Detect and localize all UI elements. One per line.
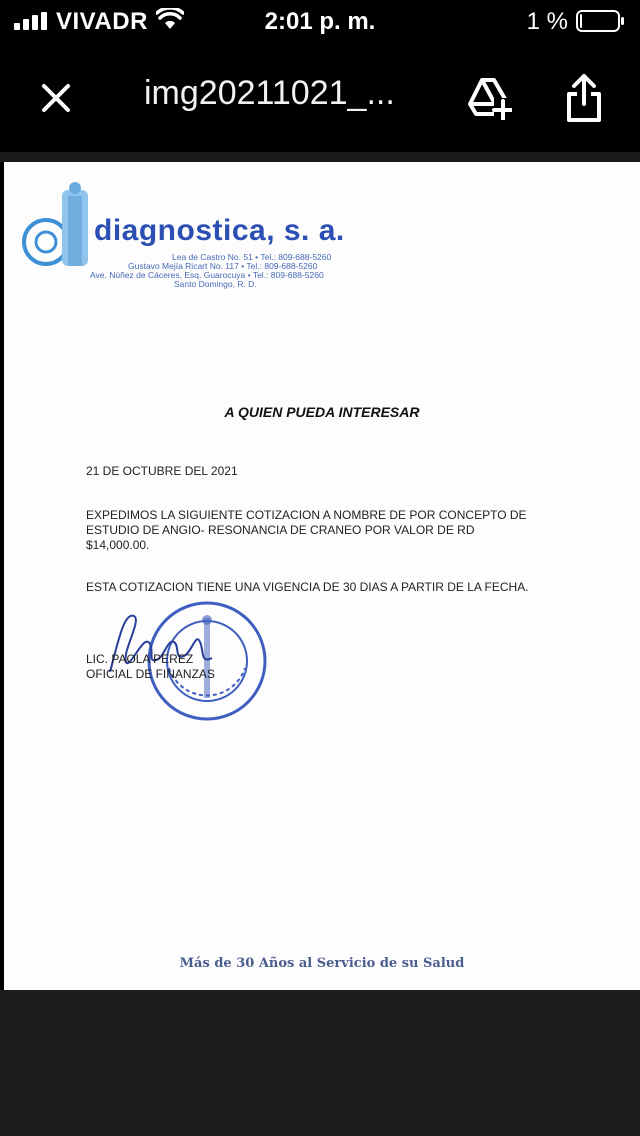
- signer-name: LIC. PAOLA PEREZ: [86, 652, 194, 666]
- file-title: img20211021_...: [144, 74, 395, 112]
- company-logo-icon: [22, 182, 102, 272]
- company-name: diagnostica, s. a.: [94, 214, 345, 247]
- carrier-name: VIVADR: [56, 8, 148, 35]
- address-line: Santo Domingo, R. D.: [174, 279, 257, 289]
- viewer-background: [0, 990, 640, 1136]
- address-line: Ave. Núñez de Cáceres, Esq. Guarocuya • Tel.: 809-688-5260: [90, 270, 324, 280]
- signer-title: OFICIAL DE FINANZAS: [86, 667, 215, 681]
- clock: 2:01 p. m.: [264, 8, 376, 35]
- document-page: [4, 162, 640, 990]
- letter-heading: A QUIEN PUEDA INTERESAR: [224, 404, 420, 420]
- add-to-drive-icon[interactable]: [466, 74, 512, 120]
- letter-paragraph: EXPEDIMOS LA SIGUIENTE COTIZACION A NOMBRE DE POR CONCEPTO DE ESTUDIO DE ANGIO- RESONANCIA DE CRANEO POR VALOR DE RD $14,000.00.: [86, 508, 527, 552]
- close-icon[interactable]: [36, 78, 76, 118]
- status-bar: [0, 0, 640, 44]
- letter-paragraph: ESTA COTIZACION TIENE UNA VIGENCIA DE 30 DIAS A PARTIR DE LA FECHA.: [86, 580, 529, 594]
- address-line: Lea de Castro No. 51 • Tel.: 809-688-5260: [172, 252, 332, 262]
- viewer-toolbar: [0, 44, 640, 152]
- letter-footer: Más de 30 Años al Servicio de su Salud: [179, 956, 465, 971]
- address-line: Gustavo Mejía Ricart No. 117 • Tel.: 809-688-5260: [128, 261, 318, 271]
- share-icon[interactable]: [564, 72, 604, 124]
- viewer-separator: [0, 152, 640, 162]
- letter-date: 21 DE OCTUBRE DEL 2021: [86, 464, 238, 478]
- battery-percent: 1 %: [526, 8, 568, 35]
- battery-icon: [576, 10, 626, 32]
